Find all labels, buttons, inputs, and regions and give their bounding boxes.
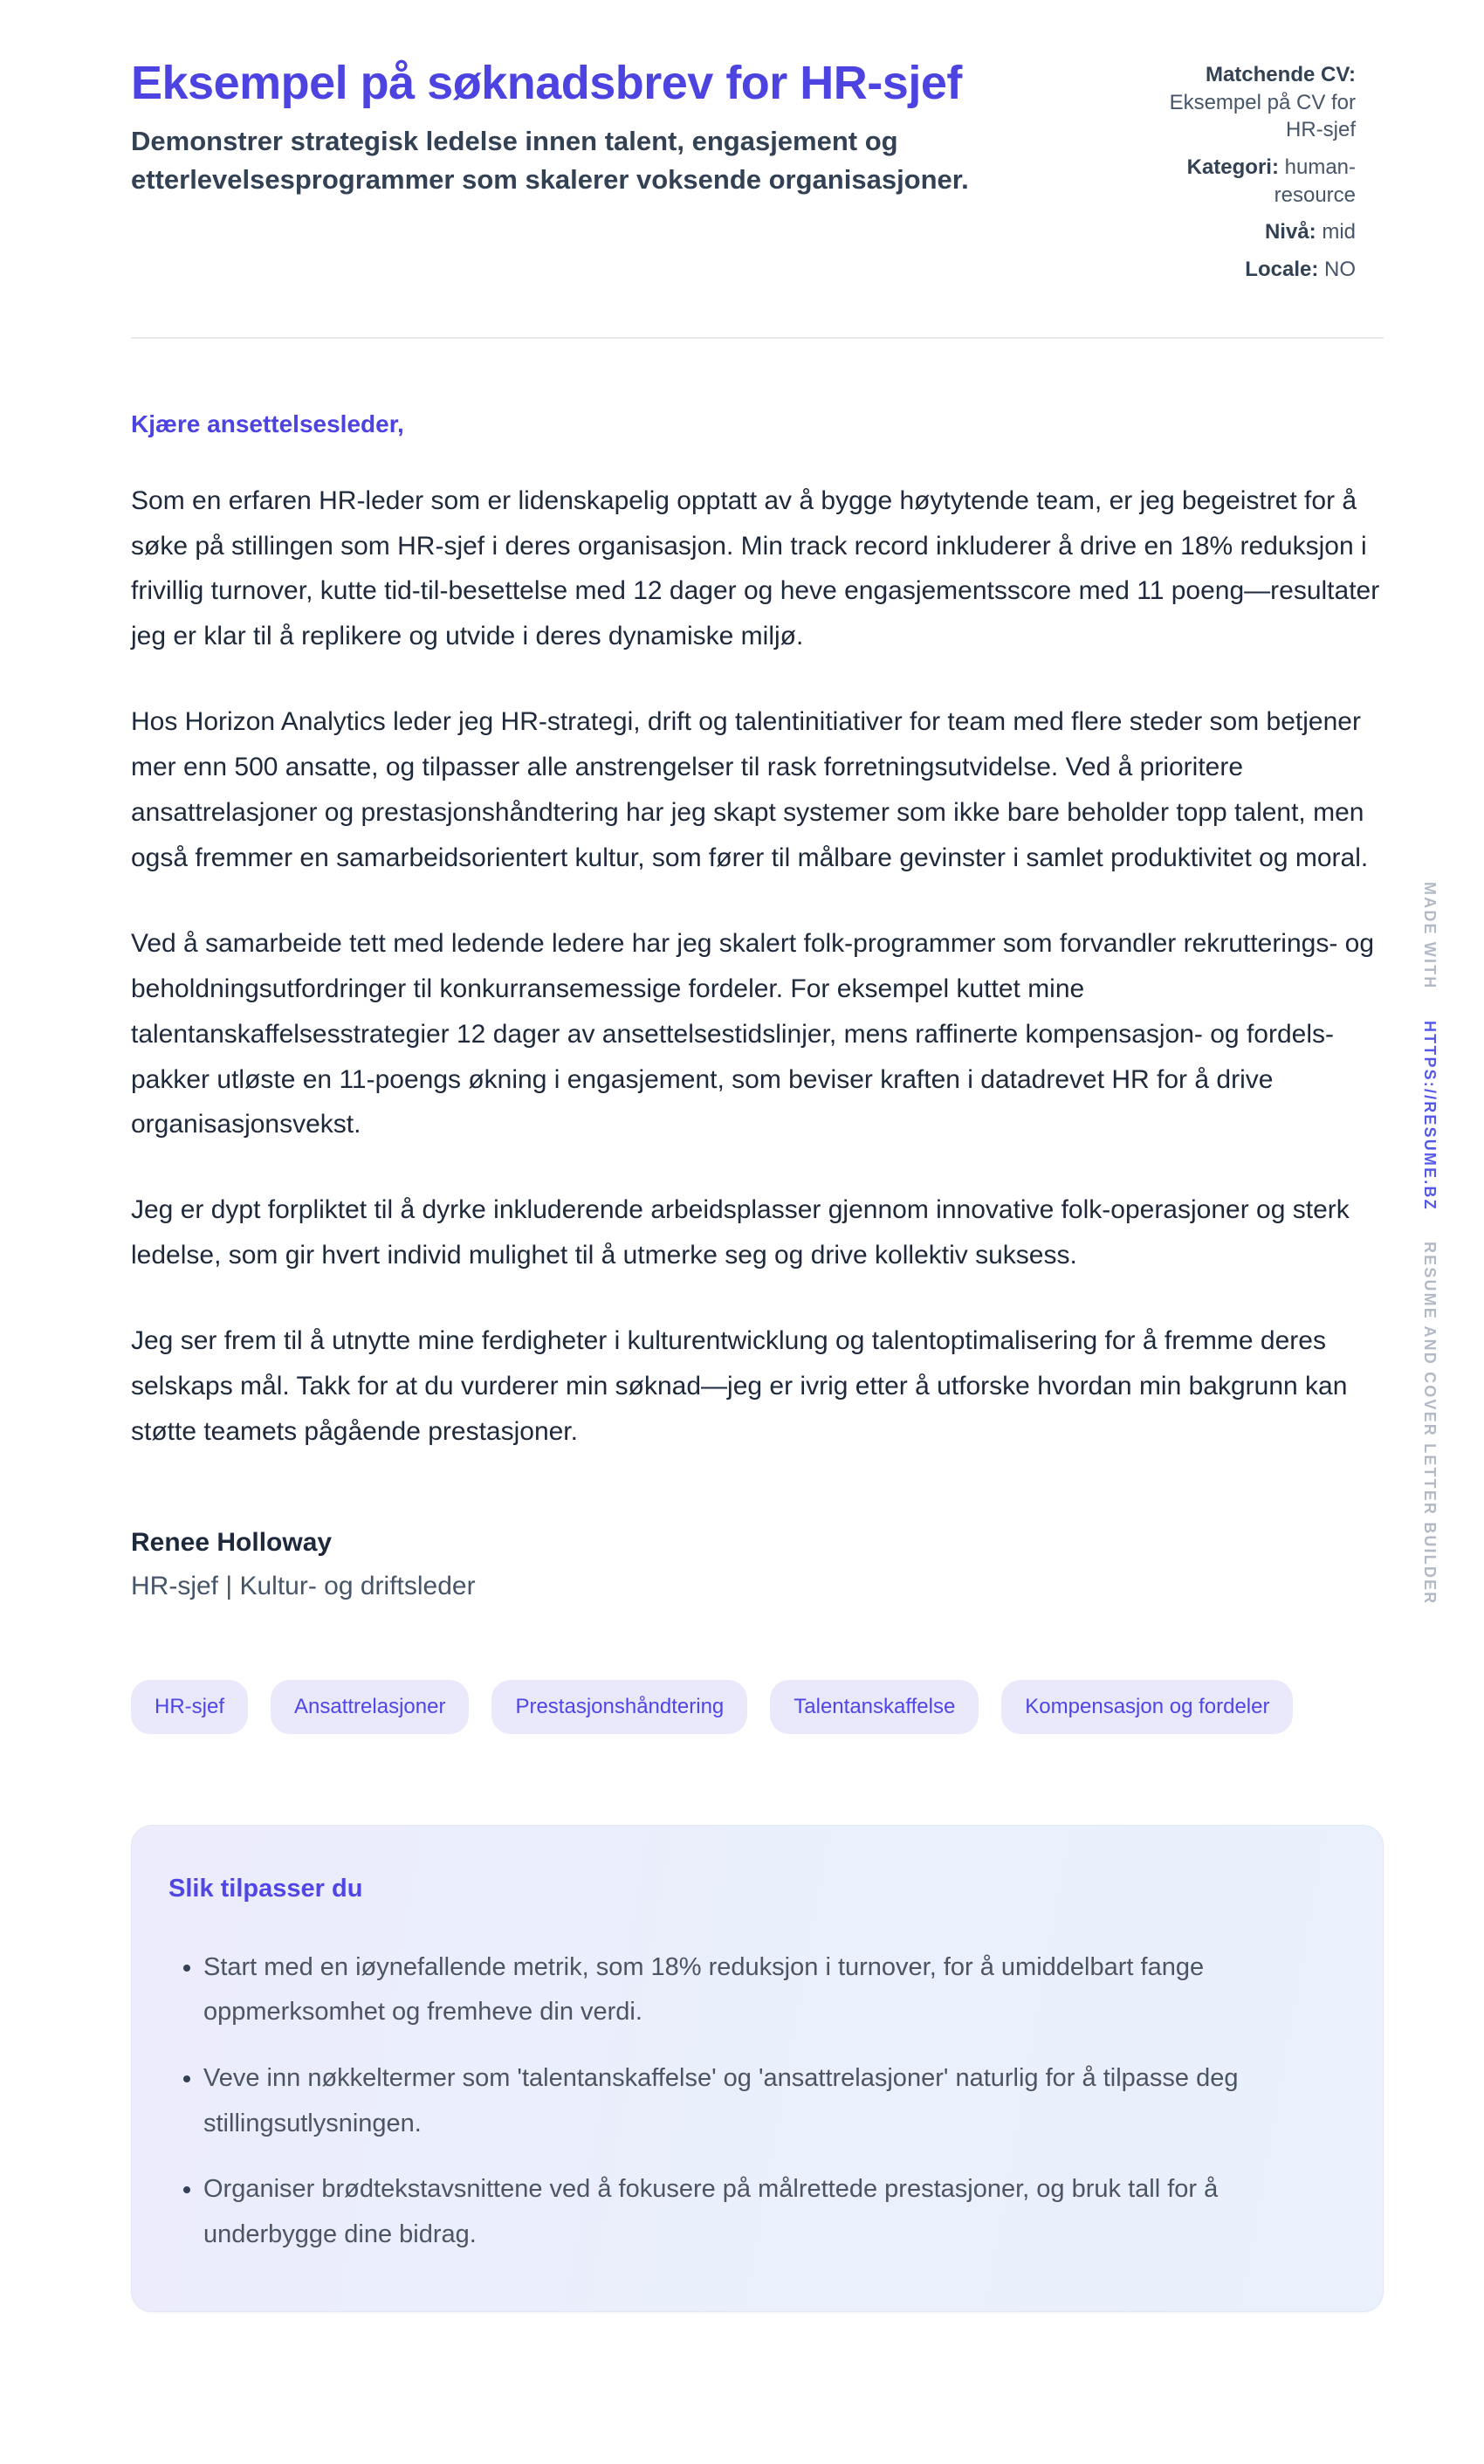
meta-item-level (1152, 218, 1356, 246)
signature-name: Renee Holloway (131, 1527, 333, 1557)
watermark (1420, 882, 1439, 1605)
meta-value: Eksempel på CV for HR-sjef (1169, 90, 1356, 142)
signature-job-title: HR-sjef | Kultur- og driftsleder (131, 1571, 476, 1600)
page-header (131, 56, 1384, 293)
meta-panel (1152, 61, 1384, 293)
customization-tips-card (131, 1825, 1384, 2313)
watermark-builder-text: RESUME AND COVER LETTER BUILDER (1421, 1241, 1439, 1605)
tip-item: • Start med en iøynefallende metrik, som 18% reduksjon i turnover, for å umiddelbart fange oppmerksomhet og fremheve din verdi. (203, 1945, 1341, 2035)
meta-item-matching-cv (1152, 61, 1356, 144)
letter-paragraph: Som en erfaren HR-leder som er lidenskapelig opptatt av å bygge høytytende team, er jeg begeistret for å søke på stillingen som HR-sjef i deres organisasjon. Min track record inkluderer å drive en 18% reduksjon i frivillig turnover, kutte tid-til-besettelse med 12 dager og heve engasjementsscore med 11 poeng—resultater jeg er klar til å replikere og utvide i deres dynamiske miljø. (131, 485, 1380, 651)
meta-value: NO (1324, 258, 1356, 282)
watermark-resume-bz-link[interactable]: HTTPS://RESUME.BZ (1421, 1020, 1439, 1211)
letter-paragraph: Ved å samarbeide tett med ledende ledere har jeg skalert folk-programmer som forvandler rekrutterings- og beholdningsutfordringer til konkurransemessige fordeler. For eksempel kuttet mine talentanskaffelsesstrategier 12 dager av ansettelsestidslinjer, mens raffinerte kompensasjon- og fordels-pakker utløste en 11-poengs økning i engasjement, som beviser kraften i datadrevet HR for å drive organisasjonsvekst. (131, 928, 1375, 1139)
cover-letter-body (131, 410, 1384, 1601)
meta-label: Matchende CV: (1205, 63, 1356, 86)
keyword-tags (131, 1680, 1384, 1734)
header-title-block (131, 56, 1013, 199)
meta-label: Kategori: (1186, 155, 1279, 180)
tag-kompensasjon-og-fordeler[interactable]: Kompensasjon og fordeler (1001, 1680, 1293, 1734)
meta-label: Nivå: (1264, 220, 1316, 244)
letter-paragraph: Jeg er dypt forpliktet til å dyrke inkluderende arbeidsplasser gjennom innovative folk-operasjoner og sterk ledelse, som gir hvert individ mulighet til å utmerke seg og drive kollektiv suksess. (131, 1195, 1350, 1270)
meta-label: Locale: (1245, 258, 1319, 282)
signature-block (131, 1528, 1384, 1601)
meta-item-category (1152, 154, 1356, 209)
meta-item-locale (1152, 256, 1356, 284)
page-subtitle: Demonstrer strategisk ledelse innen talent, engasjement og etterlevelsesprogrammer som skalerer voksende organisasjoner. (131, 126, 969, 196)
tip-item: • Veve inn nøkkeltermer som 'talentanskaffelse' og 'ansattrelasjoner' naturlig for å tilpasse deg stillingsutlysningen. (203, 2056, 1341, 2146)
tag-ansattrelasjoner[interactable]: Ansattrelasjoner (271, 1680, 469, 1734)
tips-heading: Slik tilpasser du (168, 1874, 363, 1903)
tag-prestasjonshandtering[interactable]: Prestasjonshåndtering (491, 1680, 747, 1734)
tag-talentanskaffelse[interactable]: Talentanskaffelse (770, 1680, 979, 1734)
meta-value: mid (1322, 220, 1356, 244)
header-divider (131, 337, 1384, 339)
tag-hr-sjef[interactable]: HR-sjef (131, 1680, 248, 1734)
tip-item: • Organiser brødtekstavsnittene ved å fokusere på målrettede prestasjoner, og bruk tall for å underbygge dine bidrag. (203, 2167, 1341, 2257)
letter-greeting: Kjære ansettelsesleder, (131, 410, 404, 437)
page-title: Eksempel på søknadsbrev for HR-sjef (131, 57, 962, 109)
letter-paragraph: Hos Horizon Analytics leder jeg HR-strategi, drift og talentinitiativer for team med flere steder som betjener mer enn 500 ansatte, og tilpasser alle anstrengelser til rask forretningsutvidelse. Ved å prioritere ansattrelasjoner og prestasjonshåndtering har jeg skapt systemer som ikke bare beholder topp talent, men også fremmer en samarbeidsorientert kultur, som fører til målbare gevinster i samlet produktivitet og moral. (131, 707, 1369, 872)
letter-paragraph: Jeg ser frem til å utnytte mine ferdigheter i kulturentwicklung og talentoptimalisering for å fremme deres selskaps mål. Takk for at du vurderer min søknad—jeg er ivrig etter å utforske hvordan min bakgrunn kan støtte teamets pågående prestasjoner. (131, 1326, 1348, 1446)
meta-value: human-resource (1274, 155, 1356, 207)
watermark-made-with-text: MADE WITH (1421, 882, 1439, 990)
tips-list (168, 1945, 1341, 2258)
